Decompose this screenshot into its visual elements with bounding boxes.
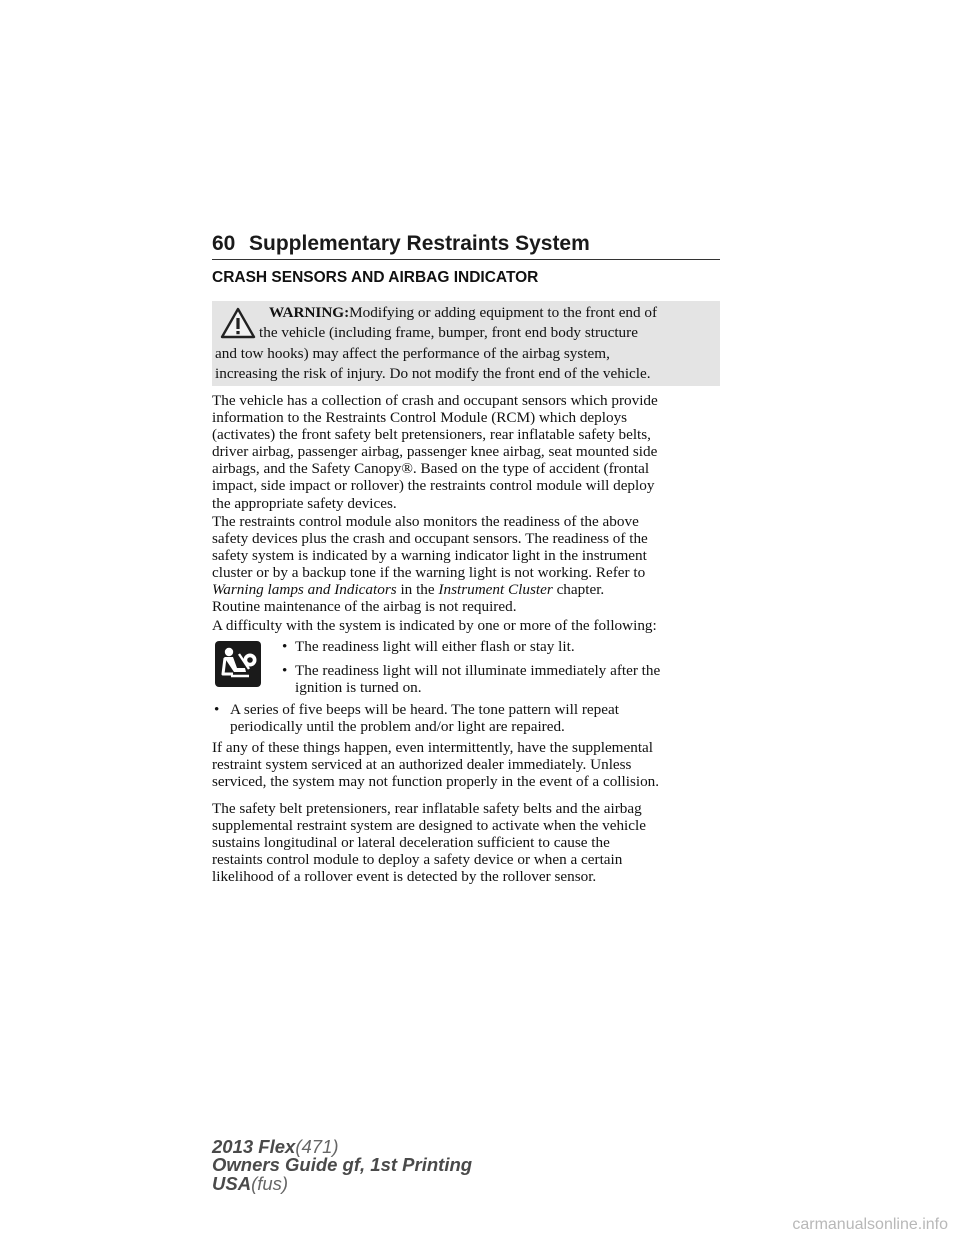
warning-line: the vehicle (including frame, bumper, front end body structure bbox=[259, 324, 638, 341]
bullet-text: A series of five beeps will be heard. The tone pattern will repeat bbox=[230, 701, 619, 718]
paragraph-activation bbox=[212, 800, 722, 885]
warning-line: increasing the risk of injury. Do not modify the front end of the vehicle. bbox=[215, 365, 651, 382]
text-line: airbags, and the Safety Canopy®. Based on the type of accident (frontal bbox=[212, 460, 650, 478]
text-line: cluster or by a backup tone if the warning light is not working. Refer to bbox=[212, 564, 646, 582]
warning-box bbox=[212, 301, 720, 386]
warning-line: Modifying or adding equipment to the front end of bbox=[349, 304, 658, 321]
paragraph-difficulty bbox=[212, 617, 722, 634]
chapter-title: Supplementary Restraints System bbox=[249, 232, 590, 255]
text-line: sustains longitudinal or lateral deceleration sufficient to cause the bbox=[212, 834, 610, 852]
warning-label: WARNING: bbox=[269, 304, 350, 321]
bullet-text: ignition is turned on. bbox=[295, 679, 422, 696]
text-line: safety devices plus the crash and occupant sensors. The readiness of the bbox=[212, 530, 648, 548]
reference-end: chapter. bbox=[552, 581, 605, 599]
text-line: driver airbag, passenger airbag, passenger knee airbag, seat mounted side bbox=[212, 443, 658, 461]
text-line: restraint system serviced at an authorized dealer immediately. Unless bbox=[212, 756, 632, 774]
bullet-text: The readiness light will either flash or stay lit. bbox=[295, 638, 575, 655]
footer-market: USA bbox=[212, 1172, 252, 1194]
footer-line bbox=[212, 1172, 472, 1194]
warning-line: and tow hooks) may affect the performance of the airbag system, bbox=[215, 345, 610, 362]
text-line: supplemental restraint system are designed to activate when the vehicle bbox=[212, 817, 646, 835]
airbag-indicator-glyph bbox=[215, 641, 261, 687]
text-line: the appropriate safety devices. bbox=[212, 494, 397, 512]
text-line: information to the Restraints Control Module (RCM) which deploys bbox=[212, 409, 628, 427]
page-number: 60 bbox=[212, 232, 236, 255]
reference-instrument-cluster: Instrument Cluster bbox=[438, 581, 553, 599]
text-line: The safety belt pretensioners, rear inflatable safety belts and the airbag bbox=[212, 800, 642, 817]
text-line bbox=[212, 581, 722, 598]
airbag-indicator-icon bbox=[215, 641, 261, 687]
text-line: safety system is indicated by a warning indicator light in the instrument bbox=[212, 547, 647, 565]
reference-warning-lamps: Warning lamps and Indicators bbox=[212, 581, 397, 599]
footer-printing: Owners Guide gf, 1st Printing bbox=[212, 1154, 473, 1176]
text-line: restaints control module to deploy a safety device or when a certain bbox=[212, 851, 623, 869]
text-line: The restraints control module also monitors the readiness of the above bbox=[212, 513, 639, 530]
text-line: The vehicle has a collection of crash and occupant sensors which provide bbox=[212, 392, 658, 409]
warning-triangle-icon bbox=[220, 307, 256, 339]
bullet-text: The readiness light will not illuminate immediately after the bbox=[295, 662, 661, 679]
text-line: A difficulty with the system is indicated by one or more of the following: bbox=[212, 617, 657, 634]
text-line: (activates) the front safety belt pretensioners, rear inflatable safety belts, bbox=[212, 426, 651, 444]
bullet-glyph: • bbox=[282, 638, 288, 655]
text-line: impact, side impact or rollover) the restraints control module will deploy bbox=[212, 477, 655, 495]
footer-code: (471) bbox=[295, 1136, 339, 1157]
bullet-glyph: • bbox=[282, 662, 288, 679]
text-line: Routine maintenance of the airbag is not required. bbox=[212, 598, 517, 616]
watermark: carmanualsonline.info bbox=[792, 1216, 948, 1233]
bullet-glyph: • bbox=[214, 701, 220, 718]
text-line: serviced, the system may not function properly in the event of a collision. bbox=[212, 773, 660, 791]
footer-model: 2013 Flex bbox=[212, 1136, 296, 1157]
paragraph-sensors bbox=[212, 392, 722, 512]
print-footer bbox=[212, 1138, 472, 1193]
page-header bbox=[212, 230, 720, 260]
bullet-text: periodically until the problem and/or light are repaired. bbox=[230, 718, 565, 735]
text-line: If any of these things happen, even intermittently, have the supplemental bbox=[212, 739, 654, 756]
paragraph-readiness bbox=[212, 513, 722, 616]
footer-market-code: (fus) bbox=[251, 1172, 289, 1194]
section-heading: CRASH SENSORS AND AIRBAG INDICATOR bbox=[212, 269, 539, 286]
paragraph-service bbox=[212, 739, 722, 790]
text-line: likelihood of a rollover event is detected by the rollover sensor. bbox=[212, 868, 597, 886]
reference-connector: in the bbox=[396, 581, 439, 599]
